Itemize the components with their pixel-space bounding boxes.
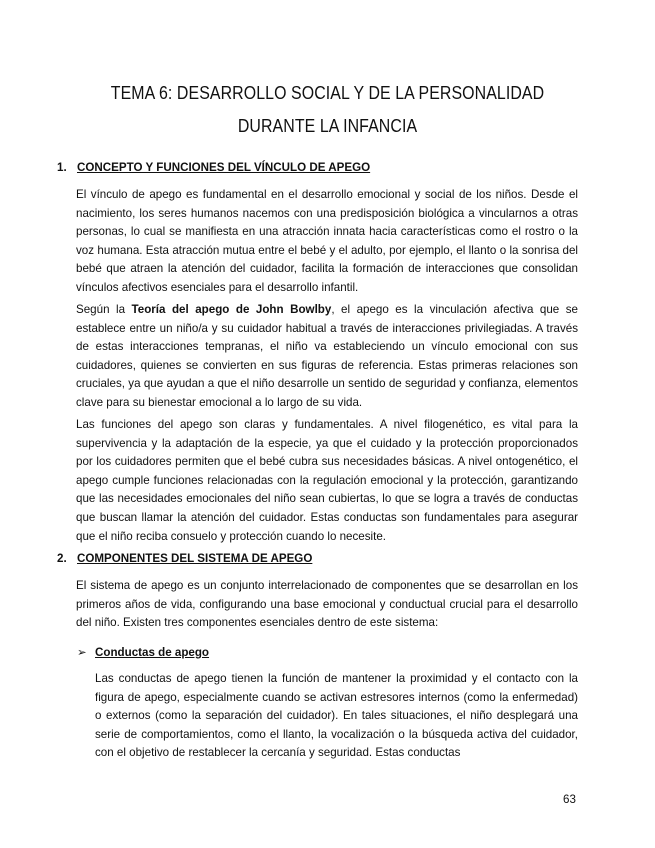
section-1-heading <box>57 161 370 174</box>
subsection-paragraph-1: Las conductas de apego tienen la función de mantener la proximidad y el contacto con la figura de apego, especialmente cuando se activan estresores internos (como la enfermedad) o externos (como la separación del cuidador). En tales situaciones, el niño desplegará una serie de comportamientos, como el llanto, la vocalización o la búsqueda activa del cuidador, con el objetivo de restablecer la cercanía y seguridad. Estas conductas <box>95 672 578 760</box>
section-1-title: CONCEPTO Y FUNCIONES DEL VÍNCULO DE APEGO <box>77 161 371 174</box>
page-number: 63 <box>563 793 576 806</box>
section-1-number: 1. <box>57 161 67 174</box>
section-1-paragraph-1: El vínculo de apego es fundamental en el desarrollo emocional y social de los niños. Desde el nacimiento, los seres humanos nacemos con una predisposición biológica a vincularnos a otras personas, lo cual se manifiesta en una atracción innata hacia características como el rostro o la voz humana. Esta atracción mutua entre el bebé y el adulto, por ejemplo, el llanto o la sonrisa del bebé que atraen la atención del cuidador, facilita la formación de interacciones que consolidan vínculos afectivos esenciales para el desarrollo infantil. <box>76 188 578 294</box>
section-2-title: COMPONENTES DEL SISTEMA DE APEGO <box>77 552 313 565</box>
page-title-line-2: DURANTE LA INFANCIA <box>237 115 418 136</box>
arrow-bullet-icon: ➢ <box>77 646 87 659</box>
paragraph-2-body: , el apego es la vinculación afectiva que se establece entre un niño/a y su cuidador habitual a través de interacciones privilegiadas. A través de estas interacciones tempranas, el niño va estableciendo un vínculo emocional con sus cuidadores, quienes se convierten en sus figuras de referencia. Estas primeras relaciones son cruciales, ya que ayudan a que el niño desarrolle un sentido de seguridad y confianza, elementos clave para su bienestar emocional a lo largo de su vida. <box>76 303 578 409</box>
section-2-heading <box>57 552 312 565</box>
subsection-title: Conductas de apego <box>95 646 210 659</box>
section-2-number: 2. <box>57 552 67 565</box>
section-1-paragraph-2 <box>76 301 578 413</box>
section-2-paragraph-1: El sistema de apego es un conjunto interrelacionado de componentes que se desarrollan en los primeros años de vida, configurando una base emocional y conductual crucial para el desarrollo del niño. Existen tres componentes esenciales dentro de este sistema: <box>76 579 578 630</box>
page-title-line-1: TEMA 6: DESARROLLO SOCIAL Y DE LA PERSONALIDAD <box>110 82 545 103</box>
section-1-paragraph-3: Las funciones del apego son claras y fundamentales. A nivel filogenético, es vital para la supervivencia y la adaptación de la especie, ya que el cuidado y la protección proporcionados por los cuidadores permiten que el bebé cubra sus necesidades básicas. A nivel ontogenético, el apego cumple funciones relacionadas con la regulación emocional y la protección, garantizando que las necesidades emocionales del niño sean cubiertas, lo que se logra a través de conductas que buscan llamar la atención del cuidador. Estas conductas son fundamentales para asegurar que el niño reciba consuelo y protección cuando lo necesite. <box>76 418 578 543</box>
subsection-heading <box>77 645 209 659</box>
paragraph-2-intro: Según la <box>76 303 132 316</box>
bowlby-theory-term: Teoría del apego de John Bowlby <box>131 303 332 316</box>
